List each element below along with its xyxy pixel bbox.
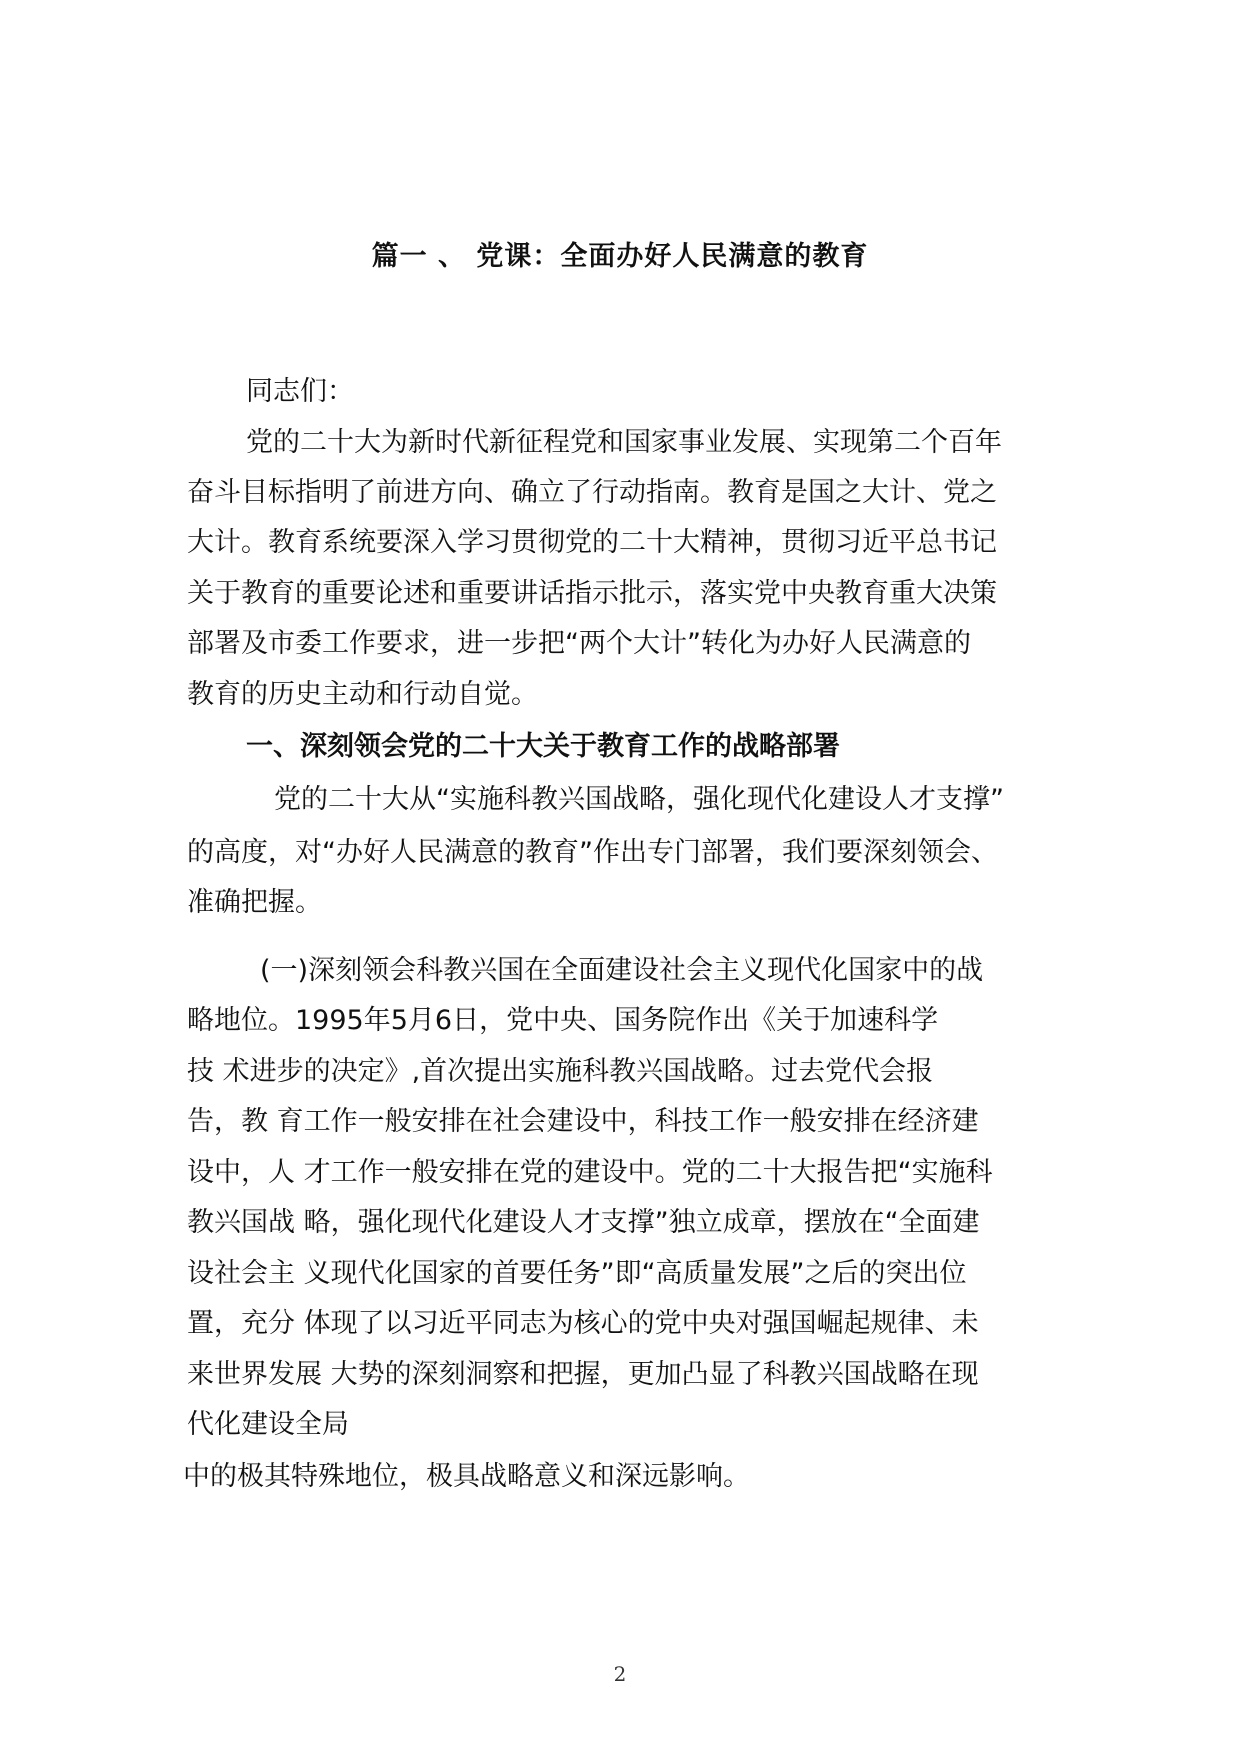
paragraph-line: 党的二十大为新时代新征程党和国家事业发展、实现第二个百年	[246, 427, 1002, 458]
paragraph-line: 党的二十大从“实施科教兴国战略，强化现代化建设人才支撑”	[274, 784, 1004, 815]
paragraph-line: 准确把握。	[187, 887, 322, 918]
paragraph-line: 置，充分 体现了以习近平同志为核心的党中央对强国崛起规律、未	[187, 1308, 979, 1339]
section-heading: 一、深刻领会党的二十大关于教育工作的战略部署	[246, 731, 840, 762]
salutation: 同志们：	[246, 376, 354, 407]
paragraph-line: 设社会主 义现代化国家的首要任务”即“高质量发展”之后的突出位	[187, 1258, 967, 1289]
page-number: 2	[613, 1662, 627, 1686]
paragraph-line: 关于教育的重要论述和重要讲话指示批示，落实党中央教育重大决策	[187, 578, 997, 609]
paragraph-line: 大计。教育系统要深入学习贯彻党的二十大精神，贯彻习近平总书记	[187, 527, 997, 558]
paragraph-line: 教育的历史主动和行动自觉。	[187, 679, 538, 710]
paragraph-line: 略地位。1995年5月6日，党中央、国务院作出《关于加速科学	[187, 1005, 939, 1036]
paragraph-line: 教兴国战 略，强化现代化建设人才支撑”独立成章，摆放在“全面建	[187, 1207, 980, 1238]
subsection-line: (一)深刻领会科教兴国在全面建设社会主义现代化国家中的战	[260, 955, 984, 986]
paragraph-line: 技 术进步的决定》,首次提出实施科教兴国战略。过去党代会报	[187, 1056, 934, 1087]
page-title: 篇一 、 党课：全面办好人民满意的教育	[371, 241, 869, 272]
paragraph-line: 中的极其特殊地位，极具战略意义和深远影响。	[183, 1461, 750, 1492]
paragraph-line: 设中，人 才工作一般安排在党的建设中。党的二十大报告把“实施科	[187, 1157, 993, 1188]
paragraph-line: 告，教 育工作一般安排在社会建设中，科技工作一般安排在经济建	[187, 1106, 979, 1137]
paragraph-line: 来世界发展 大势的深刻洞察和把握，更加凸显了科教兴国战略在现	[187, 1359, 979, 1390]
paragraph-line: 部署及市委工作要求，进一步把“两个大计”转化为办好人民满意的	[187, 628, 971, 659]
paragraph-line: 代化建设全局	[187, 1409, 349, 1440]
paragraph-line: 的高度，对“办好人民满意的教育”作出专门部署，我们要深刻领会、	[187, 837, 998, 868]
paragraph-line: 奋斗目标指明了前进方向、确立了行动指南。教育是国之大计、党之	[187, 477, 997, 508]
